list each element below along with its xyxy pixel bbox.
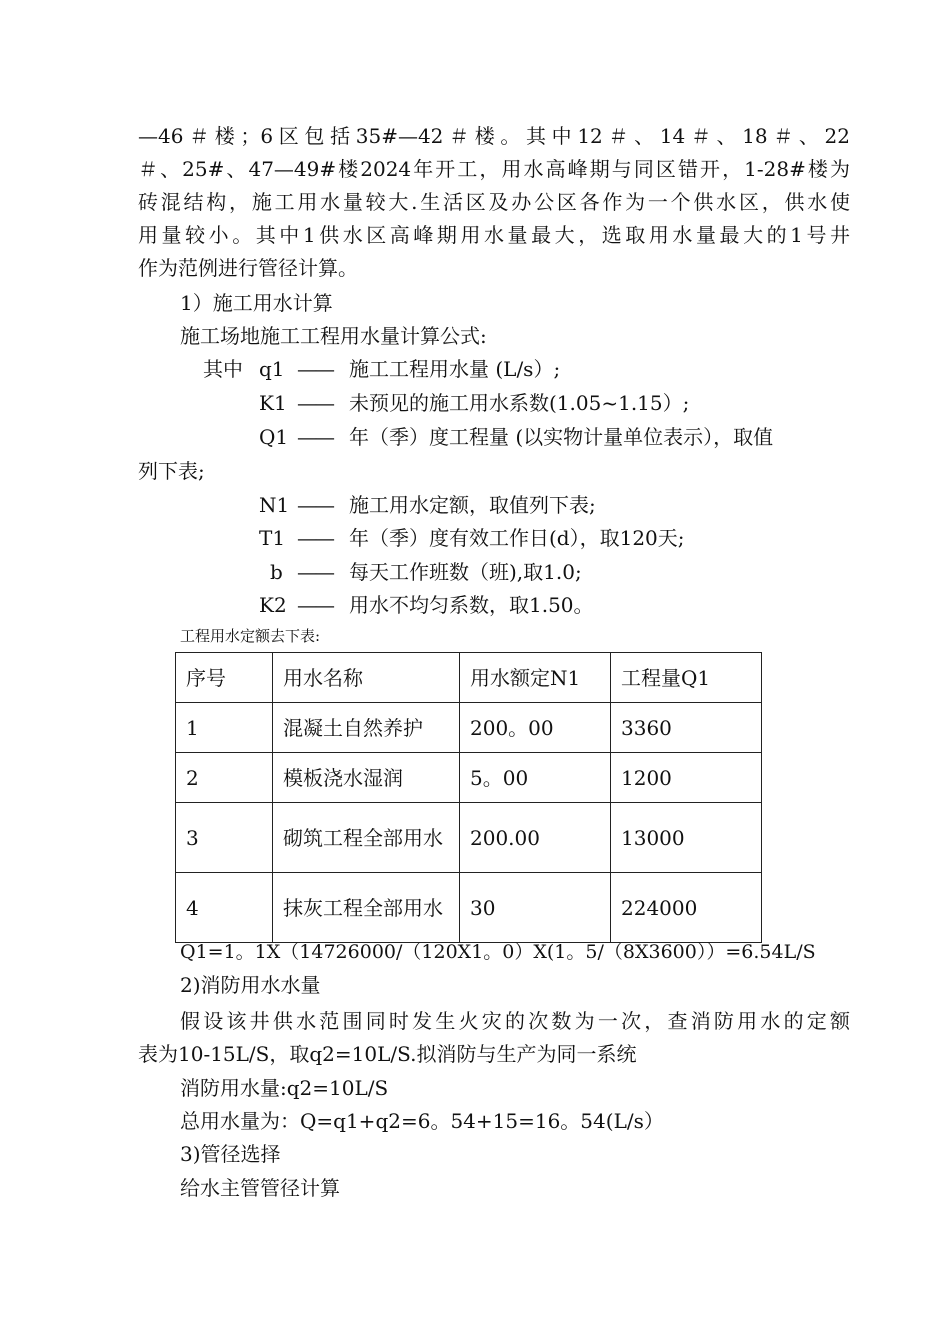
table-cell: 1 xyxy=(176,703,273,753)
table-cell: 3 xyxy=(176,803,273,873)
paragraph-line: 砖混结构，施工用水量较大.生活区及办公区各作为一个供水区，供水使 xyxy=(138,190,850,214)
definition-text-k2: 用水不均匀系数，取1.50。 xyxy=(349,593,594,617)
definition-dash: —— xyxy=(297,357,333,381)
fire-water-amount: 消防用水量:q2=10L/S xyxy=(180,1076,389,1100)
definition-dash: —— xyxy=(297,493,333,517)
definition-dash: —— xyxy=(297,593,333,617)
table-cell: 200。00 xyxy=(460,703,611,753)
table-cell: 抹灰工程全部用水 xyxy=(273,873,460,943)
paragraph-line: 用量较小。其中1供水区高峰期用水量最大，选取用水量最大的1号井 xyxy=(138,223,850,247)
table-cell: 1200 xyxy=(611,753,762,803)
definition-term-q1: q1 xyxy=(259,357,285,381)
table-header-cell: 工程量Q1 xyxy=(611,653,762,703)
table-cell: 4 xyxy=(176,873,273,943)
table-cell: 2 xyxy=(176,753,273,803)
definition-dash: —— xyxy=(297,425,333,449)
table-cell: 30 xyxy=(460,873,611,943)
definition-text-t1: 年（季）度有效工作日(d），取120天; xyxy=(349,526,685,550)
table-cell: 3360 xyxy=(611,703,762,753)
main-pipe-heading: 给水主管管径计算 xyxy=(180,1176,340,1200)
paragraph-line: 表为10-15L/S，取q2=10L/S.拟消防与生产为同一系统 xyxy=(138,1042,637,1066)
table-row xyxy=(176,873,762,943)
table-cell: 5。00 xyxy=(460,753,611,803)
table-cell: 13000 xyxy=(611,803,762,873)
paragraph-line: 作为范例进行管径计算。 xyxy=(138,256,358,280)
definition-dash: —— xyxy=(297,560,333,584)
definition-text-b: 每天工作班数（班),取1.0; xyxy=(349,560,582,584)
definition-term-b: b xyxy=(270,560,283,584)
definition-text-q1-upper: 年（季）度工程量 (以实物计量单位表示），取值 xyxy=(349,425,774,449)
definition-term-k2: K2 xyxy=(259,593,287,617)
table-cell: 砌筑工程全部用水 xyxy=(273,803,460,873)
table-caption: 工程用水定额去下表: xyxy=(180,627,321,645)
section-heading-pipe-selection: 3)管径选择 xyxy=(180,1142,281,1166)
definition-term-n1: N1 xyxy=(259,493,290,517)
definition-dash: —— xyxy=(297,391,333,415)
table-cell: 模板浇水湿润 xyxy=(273,753,460,803)
formula-intro: 施工场地施工工程用水量计算公式: xyxy=(180,324,487,348)
paragraph-line: 假设该井供水范围同时发生火灾的次数为一次，查消防用水的定额 xyxy=(180,1009,850,1033)
paragraph-line: —46＃楼；6区包括35#—42＃楼。其中12＃、14＃、18＃、22 xyxy=(138,124,850,148)
table-cell: 224000 xyxy=(611,873,762,943)
table-header-cell: 用水额定N1 xyxy=(460,653,611,703)
where-label: 其中 xyxy=(203,357,243,381)
table-row xyxy=(176,703,762,753)
definition-text-n1: 施工用水定额，取值列下表; xyxy=(349,493,596,517)
section-heading-construction-water: 1）施工用水计算 xyxy=(180,291,333,315)
definition-dash: —— xyxy=(297,526,333,550)
table-header-cell: 序号 xyxy=(176,653,273,703)
definition-continuation: 列下表; xyxy=(138,459,205,483)
table-header-cell: 用水名称 xyxy=(273,653,460,703)
definition-term-q1-upper: Q1 xyxy=(259,425,289,449)
total-water-amount: 总用水量为：Q=q1+q2=6。54+15=16。54(L/s） xyxy=(180,1109,664,1133)
definition-text-k1: 未预见的施工用水系数(1.05~1.15）; xyxy=(349,391,690,415)
table-header-row xyxy=(176,653,762,703)
table-row xyxy=(176,753,762,803)
table-cell: 混凝土自然养护 xyxy=(273,703,460,753)
definition-term-k1: K1 xyxy=(259,391,287,415)
definition-text-q1: 施工工程用水量 (L/s）; xyxy=(349,357,561,381)
table-cell: 200.00 xyxy=(460,803,611,873)
table-row xyxy=(176,803,762,873)
section-heading-fire-water: 2)消防用水水量 xyxy=(180,973,321,997)
paragraph-line: ＃、25#、47—49#楼2024年开工，用水高峰期与同区错开，1-28#楼为 xyxy=(138,157,850,181)
q1-result-formula: Q1=1。1X（14726000/（120X1。0）X(1。5/（8X3600））=6.54L/S xyxy=(180,941,816,963)
water-quota-table xyxy=(175,652,762,943)
definition-term-t1: T1 xyxy=(259,526,286,550)
